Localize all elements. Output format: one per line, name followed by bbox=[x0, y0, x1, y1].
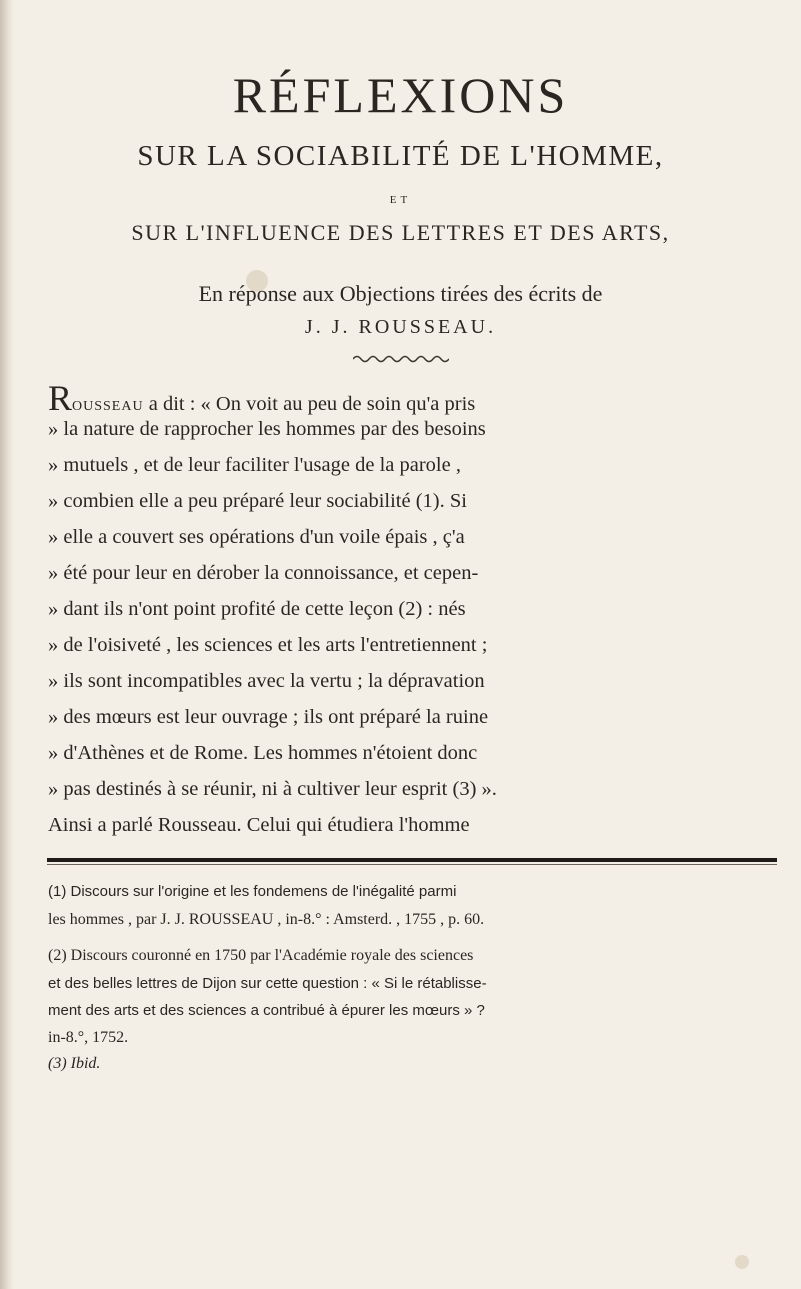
response-line-1: En réponse aux Objections tirées des écrits de bbox=[198, 281, 603, 306]
subtitle-sociability: SUR LA SOCIABILITÉ DE L'HOMME, bbox=[137, 140, 664, 172]
footnote-2-line-1: (2) Discours couronné en 1750 par l'Académie royale des sciences bbox=[48, 947, 474, 964]
text-line-12: » pas destinés à se réunir, ni à cultiver leur esprit (3) ». bbox=[48, 778, 497, 800]
text-line-5: » elle a couvert ses opérations d'un voile épais , ç'a bbox=[48, 526, 465, 548]
subtitle-influence: SUR L'INFLUENCE DES LETTRES ET DES ARTS, bbox=[131, 220, 670, 245]
response-line-2: J. J. ROUSSEAU. bbox=[304, 316, 497, 338]
page-title: RÉFLEXIONS bbox=[232, 67, 569, 123]
footnote-1-line-2: les hommes , par J. J. ROUSSEAU , in-8.° : Amsterd. , 1755 , p. 60. bbox=[48, 911, 485, 928]
text-line-1-rest: a dit : « On voit au peu de soin qu'a pris bbox=[148, 393, 476, 415]
footnote-2-line-2: et des belles lettres de Dijon sur cette question : « Si le rétablisse- bbox=[48, 975, 487, 992]
paper-stain bbox=[246, 270, 268, 292]
footnote-rule-thick bbox=[47, 858, 777, 862]
text-line-10: » des mœurs est leur ouvrage ; ils ont préparé la ruine bbox=[48, 706, 489, 728]
footnote-1-line-1: (1) Discours sur l'origine et les fondemens de l'inégalité parmi bbox=[48, 883, 457, 900]
text-line-2: » la nature de rapprocher les hommes par des besoins bbox=[48, 418, 486, 440]
paper-stain bbox=[735, 1255, 749, 1269]
text-line-13: Ainsi a parlé Rousseau. Celui qui étudiera l'homme bbox=[48, 814, 470, 836]
wavy-ornament bbox=[0, 354, 801, 368]
subtitle-conjunction: ET bbox=[389, 194, 412, 206]
text-line-1 bbox=[48, 380, 475, 416]
drop-cap: R bbox=[48, 378, 73, 418]
text-line-7: » dant ils n'ont point profité de cette leçon (2) : nés bbox=[48, 598, 466, 620]
text-line-9: » ils sont incompatibles avec la vertu ; la dépravation bbox=[48, 670, 485, 692]
footnote-3: (3) Ibid. bbox=[48, 1055, 101, 1072]
text-line-3: » mutuels , et de leur faciliter l'usage de la parole , bbox=[48, 454, 461, 476]
text-line-6: » été pour leur en dérober la connoissance, et cepen- bbox=[48, 562, 479, 584]
footnote-rule-thin bbox=[47, 864, 777, 865]
footnote-2-line-3: ment des arts et des sciences a contribué à épurer les mœurs » ? bbox=[48, 1002, 485, 1019]
footnote-2-line-4: in-8.°, 1752. bbox=[48, 1029, 129, 1046]
first-word: OUSSEAU bbox=[72, 399, 144, 414]
text-line-11: » d'Athènes et de Rome. Les hommes n'étoient donc bbox=[48, 742, 478, 764]
text-line-4: » combien elle a peu préparé leur sociabilité (1). Si bbox=[48, 490, 467, 512]
text-line-8: » de l'oisiveté , les sciences et les arts l'entretiennent ; bbox=[48, 634, 488, 656]
wavy-rule-icon bbox=[353, 354, 449, 364]
